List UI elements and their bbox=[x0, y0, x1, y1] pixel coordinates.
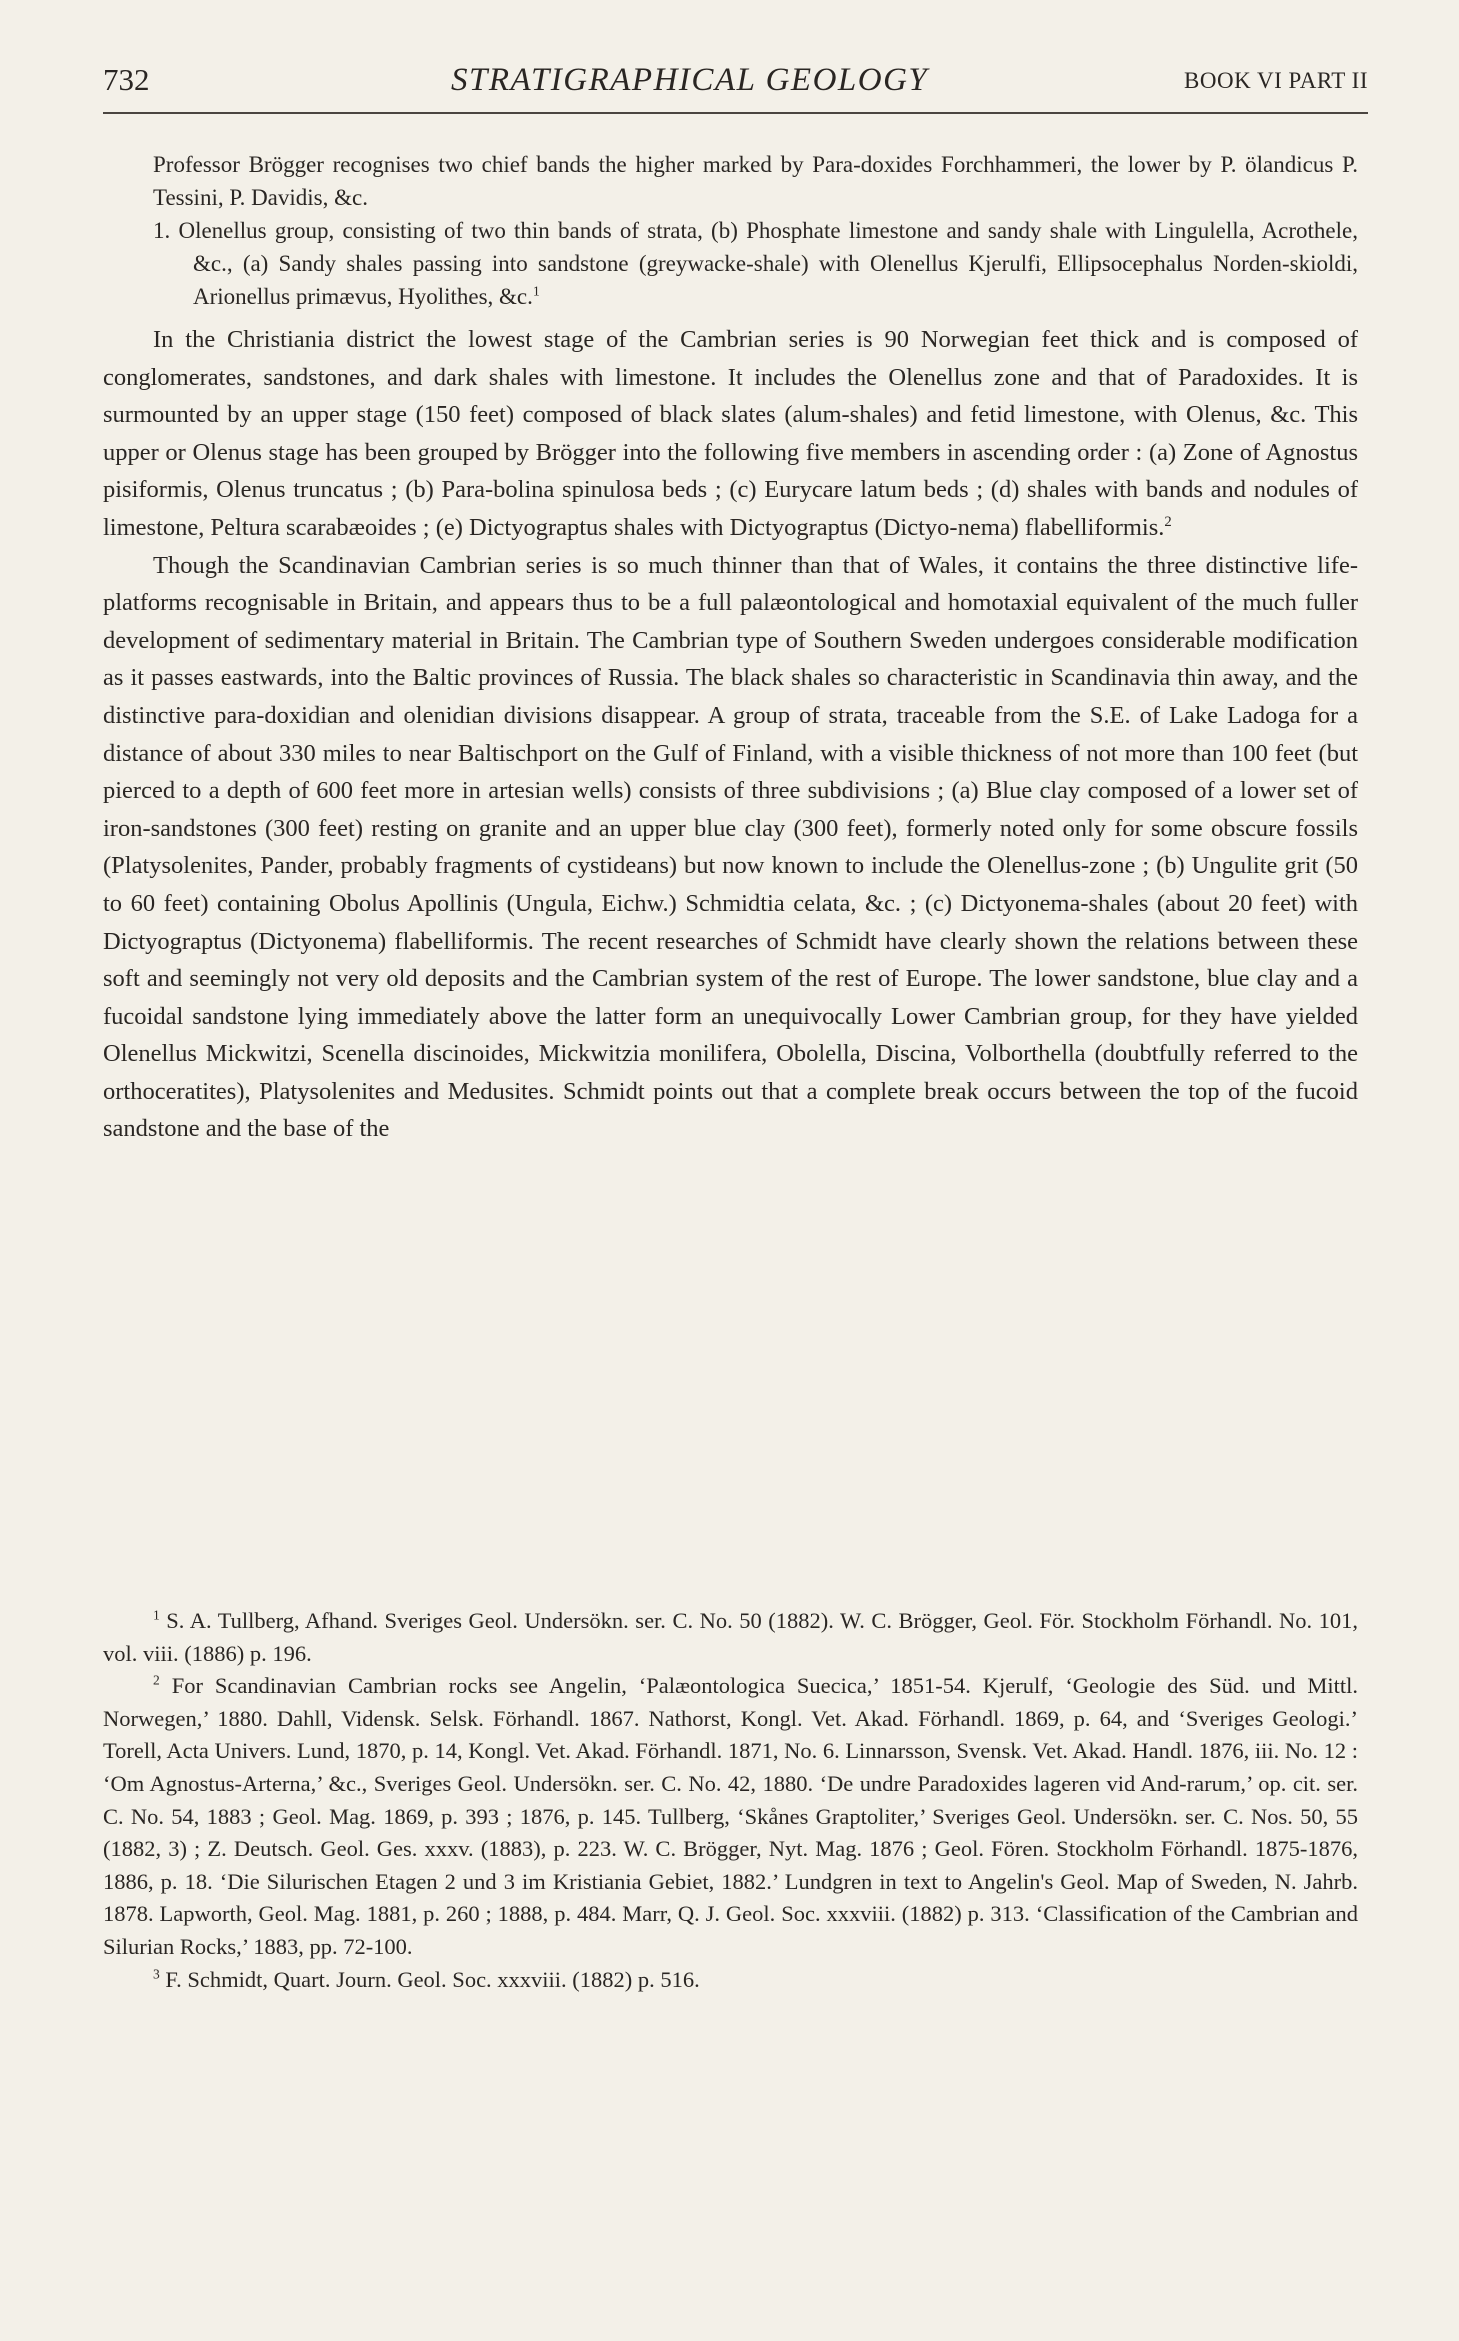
christiania-paragraph bbox=[103, 321, 1358, 547]
footnote-3-marker: 3 bbox=[153, 1966, 160, 1982]
main-text bbox=[103, 148, 1358, 1148]
footnote-1 bbox=[103, 1605, 1358, 1670]
olenellus-group-item bbox=[103, 214, 1358, 313]
running-title: STRATIGRAPHICAL GEOLOGY bbox=[451, 62, 929, 98]
running-head bbox=[103, 62, 1368, 114]
footnotes bbox=[103, 1605, 1358, 1996]
footnote-2 bbox=[103, 1670, 1358, 1963]
page-number: 732 bbox=[103, 62, 150, 97]
book-part-label: BOOK VI PART II bbox=[1184, 68, 1368, 93]
footnote-1-marker: 1 bbox=[153, 1607, 160, 1623]
footnote-3-text: F. Schmidt, Quart. Journ. Geol. Soc. xxxviii. (1882) p. 516. bbox=[165, 1966, 700, 1992]
footnote-3 bbox=[103, 1964, 1358, 1997]
scandinavian-text: Though the Scandinavian Cambrian series is so much thinner than that of Wales, it contains the three distinctive life-platforms recognisable in Britain, and appears thus to be a full palæontological and homotaxial equivalent of the much fuller development of sedimentary material in Britain. The Cambrian type of Southern Sweden undergoes considerable modification as it passes eastwards, into the Baltic provinces of Russia. The black shales so characteristic in Scandinavia thin away, and the distinctive para-doxidian and olenidian divisions disappear. A group of strata, traceable from the S.E. of Lake Ladoga for a distance of about 330 miles to near Baltischport on the Gulf of Finland, with a visible thickness of not more than 100 feet (but pierced to a depth of 600 feet more in artesian wells) consists of three subdivisions ; (a) Blue clay composed of a lower set of iron-sandstones (300 feet) resting on granite and an upper blue clay (300 feet), formerly noted only for some obscure fossils (Platysolenites, Pander, probably fragments of cystideans) but now known to include the Olenellus-zone ; (b) Ungulite grit (50 to 60 feet) containing Obolus Apollinis (Ungula, Eichw.) Schmidtia celata, &c. ; (c) Dictyonema-shales (about 20 feet) with Dictyograptus (Dictyonema) flabelliformis. The recent researches of Schmidt have clearly shown the relations between these soft and seemingly not very old deposits and the Cambrian system of the rest of Europe. The lower sandstone, blue clay and a fucoidal sandstone lying immediately above the latter form an unequivocally Lower Cambrian group, for they have yielded Olenellus Mickwitzi, Scenella discinoides, Mickwitzia monilifera, Obolella, Discina, Volborthella (doubtfully referred to the orthoceratites), Platysolenites and Medusites. Schmidt points out that a complete break occurs between the top of the fucoid sandstone and the base of the bbox=[103, 551, 1358, 1143]
intro-paragraph: Professor Brögger recognises two chief bands the higher marked by Para-doxides Forchhammeri, the lower by P. ölandicus P. Tessini, P. Davidis, &c. bbox=[153, 152, 1358, 210]
olenellus-group-text: 1. Olenellus group, consisting of two thin bands of strata, (b) Phosphate limestone and sandy shale with Lingulella, Acrothele, &c., (a) Sandy shales passing into sandstone (greywacke-shale) with Olenellus Kjerulfi, Ellipsocephalus Norden-skioldi, Arionellus primævus, Hyolithes, &c. bbox=[153, 218, 1358, 309]
footnote-ref-2: 2 bbox=[1164, 513, 1172, 530]
scandinavian-paragraph bbox=[103, 547, 1358, 1149]
christiania-text: In the Christiania district the lowest stage of the Cambrian series is 90 Norwegian feet thick and is composed of conglomerates, sandstones, and dark shales with limestone. It includes the Olenellus zone and that of Paradoxides. It is surmounted by an upper stage (150 feet) composed of black slates (alum-shales) and fetid limestone, with Olenus, &c. This upper or Olenus stage has been grouped by Brögger into the following five members in ascending order : (a) Zone of Agnostus pisiformis, Olenus truncatus ; (b) Para-bolina spinulosa beds ; (c) Eurycare latum beds ; (d) shales with bands and nodules of limestone, Peltura scarabæoides ; (e) Dictyograptus shales with Dictyograptus (Dictyo-nema) flabelliformis. bbox=[103, 326, 1358, 541]
footnote-1-text: S. A. Tullberg, Afhand. Sveriges Geol. Undersökn. ser. C. No. 50 (1882). W. C. Brögger, Geol. För. Stockholm Förhandl. No. 101, vol. viii. (1886) p. 196. bbox=[103, 1608, 1359, 1666]
footnote-ref-1: 1 bbox=[532, 283, 540, 299]
footnote-2-marker: 2 bbox=[153, 1672, 160, 1688]
footnote-2-text: For Scandinavian Cambrian rocks see Angelin, ‘Palæontologica Suecica,’ 1851-54. Kjerulf, ‘Geologie des Süd. und Mittl. Norwegen,’ 1880. Dahll, Vidensk. Selsk. Förhandl. 1867. Nathorst, Kongl. Vet. Akad. Förhandl. 1869, p. 64, and ‘Sveriges Geologi.’ Torell, Acta Univers. Lund, 1870, p. 14, Kongl. Vet. Akad. Förhandl. 1871, No. 6. Linnarsson, Svensk. Vet. Akad. Handl. 1876, iii. No. 12 : ‘Om Agnostus-Arterna,’ &c., Sveriges Geol. Undersökn. ser. C. No. 42, 1880. ‘De undre Paradoxides lageren vid And-rarum,’ op. cit. ser. C. No. 54, 1883 ; Geol. Mag. 1869, p. 393 ; 1876, p. 145. Tullberg, ‘Skånes Graptoliter,’ Sveriges Geol. Undersökn. ser. C. Nos. 50, 55 (1882, 3) ; Z. Deutsch. Geol. Ges. xxxv. (1883), p. 223. W. C. Brögger, Nyt. Mag. 1876 ; Geol. Fören. Stockholm Förhandl. 1875-1876, 1886, p. 18. ‘Die Silurischen Etagen 2 und 3 im Kristiania Gebiet, 1882.’ Lundgren in text to Angelin's Geol. Map of Sweden, N. Jahrb. 1878. Lapworth, Geol. Mag. 1881, p. 260 ; 1888, p. 484. Marr, Q. J. Geol. Soc. xxxviii. (1882) p. 313. ‘Classification of the Cambrian and Silurian Rocks,’ 1883, pp. 72-100. bbox=[103, 1673, 1359, 1959]
